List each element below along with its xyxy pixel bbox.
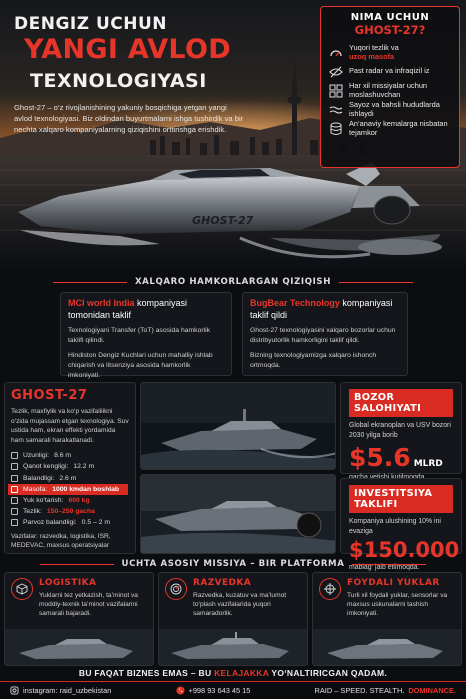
why-ghost27-panel bbox=[320, 6, 460, 168]
instagram-icon bbox=[10, 686, 19, 695]
ghost27-description: Tezlik, maxfiylik va ko‘p vazifalilikni o‘zida mujassam etgan texnologiya. Suv ustida ham, ekran effekti yordamida ham samarali harakatlanadi. bbox=[11, 408, 129, 444]
slogan-accent: KELAJAKKA bbox=[214, 668, 269, 678]
mission-logistics-title: LOGISTIKA bbox=[39, 578, 97, 588]
why-item-stealth bbox=[329, 62, 451, 81]
mission-recon-illustration bbox=[159, 629, 308, 665]
cube-icon bbox=[11, 578, 33, 600]
spec-label: Tezlik: bbox=[23, 508, 42, 516]
spec-value: 0.5 – 2 m bbox=[81, 519, 110, 527]
footer-instagram-text: instagram: raid_uzbekistan bbox=[23, 686, 112, 695]
market-value bbox=[349, 443, 453, 473]
why-item-flexible bbox=[329, 81, 451, 100]
market-value-number: $5.6 bbox=[349, 443, 411, 473]
spec-wingspan bbox=[11, 461, 129, 472]
why-item-accent: uzoq masofa bbox=[349, 51, 395, 61]
spec-value: 2.6 m bbox=[59, 474, 77, 482]
mission-card-payloads bbox=[312, 572, 462, 666]
ghost27-missions: Vazifalar: razvedka, logistika, ISR, MEDEVAC, maxsus operatsiyalar bbox=[11, 532, 111, 550]
missions-heading-text: UCHTA ASOSIY MISSIYA – BIR PLATFORMA bbox=[121, 559, 345, 569]
spec-flight-altitude bbox=[11, 517, 129, 528]
slogan-part1: BU FAQAT BIZNES EMAS – BU bbox=[78, 668, 212, 678]
footer bbox=[0, 681, 466, 699]
spec-value: 1000 kmdan boshlab bbox=[52, 485, 120, 493]
ghost27-spec-card bbox=[4, 382, 136, 554]
market-potential-card bbox=[340, 382, 462, 474]
ghost27-title: GHOST-27 bbox=[11, 388, 88, 403]
investment-offer-card bbox=[340, 478, 462, 572]
invest-value: $150.000 bbox=[349, 538, 460, 563]
boat-illustration-top bbox=[141, 383, 336, 470]
market-text: Global ekranoplan va USV bozori 2030 yilga borib bbox=[349, 422, 451, 439]
mission-card-recon bbox=[158, 572, 308, 666]
footer-tagline bbox=[315, 686, 456, 695]
why-panel-accent-title: GHOST-27? bbox=[354, 23, 426, 37]
hero-title-line2: YANGI AVLOD bbox=[24, 34, 231, 65]
market-value-unit: MLRD bbox=[413, 459, 443, 470]
partner-bugbear-name: BugBear Technology bbox=[250, 298, 340, 308]
invest-text: Kompaniya ulushining 10% ini evaziga bbox=[349, 518, 441, 535]
spec-label: Parvoz balandligi: bbox=[23, 519, 77, 527]
partner-bugbear-title-rest: kompaniyasi taklif qildi bbox=[250, 298, 393, 320]
footer-instagram[interactable] bbox=[10, 686, 111, 695]
why-item-cost bbox=[329, 119, 451, 138]
partner-card-bugbear bbox=[242, 292, 408, 376]
spec-value: 12.2 m bbox=[73, 463, 95, 471]
why-item-text: Yuqori tezlik va bbox=[349, 42, 399, 52]
spec-label: Uzunligi: bbox=[23, 452, 50, 460]
partner-card-mci bbox=[60, 292, 232, 379]
spec-value: 8.6 m bbox=[54, 452, 72, 460]
footer-phone[interactable] bbox=[176, 686, 251, 695]
spec-label: Qanot kengligi: bbox=[23, 463, 69, 471]
boat-hull-label: GHOST-27 bbox=[192, 214, 254, 227]
hero-title-line3: TEXNOLOGIYASI bbox=[30, 70, 207, 92]
why-item-text: Past radar va infraqizil iz bbox=[349, 66, 430, 76]
invest-title: INVESTITSIYA TAKLIFI bbox=[349, 485, 453, 513]
spec-payload bbox=[11, 495, 129, 506]
crosshair-icon bbox=[319, 578, 341, 600]
spec-height bbox=[11, 473, 129, 484]
spec-value: 150–250 gacha bbox=[46, 508, 95, 516]
footer-tagline-text: RAID – SPEED. STEALTH. bbox=[314, 686, 405, 695]
mission-recon-title: RAZVEDKA bbox=[193, 578, 252, 588]
partner-mci-title bbox=[68, 298, 224, 321]
spec-label: Yuk ko‘tarish: bbox=[23, 497, 64, 505]
market-title: BOZOR SALOHIYATI bbox=[349, 389, 453, 417]
partner-bugbear-p1: Ghost-27 texnologiyasini xalqaro bozorlar uchun distribyutorlik hamkorligini taklif qildi. bbox=[250, 327, 396, 345]
why-item-text: Har xil missiyalar uchun moslashuvchan bbox=[349, 80, 428, 99]
spec-speed bbox=[11, 506, 129, 517]
missions-grid-icon bbox=[329, 84, 343, 98]
footer-tagline-accent: DOMINANCE. bbox=[408, 686, 456, 695]
hero-title-line1: DENGIZ UCHUN bbox=[14, 14, 168, 34]
why-item-shallow bbox=[329, 100, 451, 119]
hero-intro-text: Ghost-27 – o‘z rivojlanishining yakuniy bosqichiga yetgan yangi avlod texnologiyasi. Biz oldindan buyurtmalarni ishga tushirdik va bir nechta xalqaro kompaniyalarning qiziqishini orttirishga erishdik. bbox=[14, 103, 244, 134]
spec-length bbox=[11, 450, 129, 461]
mission-recon-text: Razvedka, kuzatuv va ma’lumot to‘plash vazifalarida yuqori samaradorlik. bbox=[193, 592, 287, 618]
radar-icon bbox=[165, 578, 187, 600]
boat-illustration-bottom bbox=[141, 475, 336, 554]
missions-heading bbox=[0, 557, 466, 571]
speedometer-icon bbox=[329, 46, 343, 60]
spec-range bbox=[8, 484, 128, 495]
mission-card-logistics bbox=[4, 572, 154, 666]
mission-payloads-illustration bbox=[313, 629, 462, 665]
mission-logistics-illustration bbox=[5, 629, 154, 665]
partners-heading-text: XALQARO HAMKORLARGAN QIZIQISH bbox=[134, 277, 332, 287]
partner-bugbear-title bbox=[250, 298, 400, 321]
mission-payloads-text: Turli xil foydali yuklar, sensorlar va maxsus uskunalarni tashish imkoniyati. bbox=[347, 592, 448, 618]
why-item-text: Sayoz va bahsli hududlarda ishlaydi bbox=[349, 99, 440, 118]
partners-heading bbox=[0, 275, 466, 289]
partner-mci-title-rest: kompaniyasi tomonidan taklif bbox=[68, 298, 188, 320]
mission-payloads-title: FOYDALI YUKLAR bbox=[347, 578, 440, 588]
why-item-speed bbox=[329, 43, 451, 62]
phone-icon bbox=[176, 686, 185, 695]
slogan-part2: YO‘NALTIRICGAN QADAM. bbox=[271, 668, 388, 678]
slogan bbox=[0, 668, 466, 678]
why-panel-title: NIMA UCHUN bbox=[350, 12, 430, 23]
mission-logistics-text: Yuklarni tez yetkazish, ta’minot va moddiy-texnik ta’minot vazifalarini samarali bajaradi. bbox=[39, 592, 138, 618]
coins-icon bbox=[329, 122, 343, 136]
partner-mci-p1: Texnologiyani Transfer (ToT) asosida hamkorlik taklifi qilindi. bbox=[68, 327, 211, 345]
footer-phone-text: +998 93 643 45 15 bbox=[188, 686, 251, 695]
shallow-water-icon bbox=[329, 103, 343, 117]
partner-mci-p2: Hindiston Dengiz Kuchlari uchun mahalliy ishlab chiqarish va litsenziya asosida hamkorlik imkoniyati. bbox=[68, 352, 213, 379]
spec-value: 600 kg bbox=[68, 497, 90, 505]
spec-label: Balandligi: bbox=[23, 474, 55, 482]
boat-photo-top bbox=[140, 382, 336, 470]
boat-photo-bottom bbox=[140, 474, 336, 554]
invest-footnote: mablag‘ jalb etilmoqda. bbox=[349, 564, 420, 572]
partner-mci-name: MCI world India bbox=[68, 298, 135, 308]
stealth-eye-icon bbox=[329, 65, 343, 79]
partner-bugbear-p2: Bizning texnologiyamizga xalqaro ishonch ortmoqda. bbox=[250, 352, 377, 369]
why-item-text: An‘anaviy kemalarga nisbatan tejamkor bbox=[349, 118, 448, 137]
spec-label: Masofa: bbox=[23, 485, 48, 493]
spec-list bbox=[11, 450, 129, 528]
